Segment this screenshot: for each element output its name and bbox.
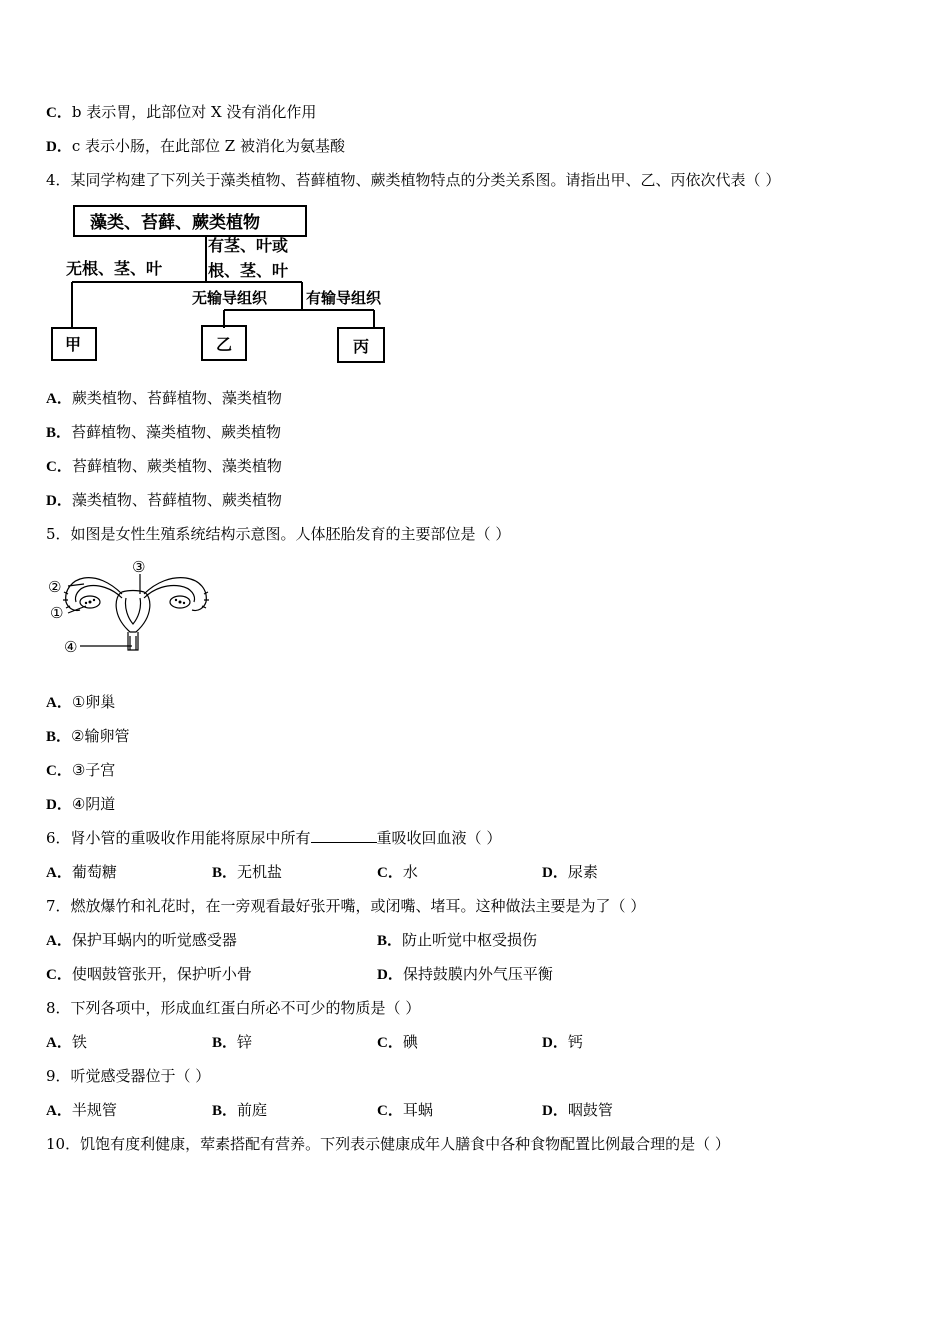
label-2: ② [48,578,62,596]
option-text: 碘 [402,1033,418,1051]
label-4: ④ [64,638,78,656]
option-text: c 表示小肠，在此部位 Z 被消化为氨基酸 [71,137,345,155]
q8-option-c [377,1032,418,1053]
q7-option-d [377,964,553,985]
q8-option-a [46,1032,87,1053]
q3-option-c [46,102,316,123]
option-text: 咽鼓管 [567,1101,613,1119]
q4-option-b [46,422,281,443]
q5-option-b [46,726,129,747]
q9-stem: 9．听觉感受器位于（ ） [46,1067,211,1085]
female-reproductive-diagram [44,556,220,660]
option-letter: B． [212,1103,238,1119]
q5-option-c [46,760,115,781]
diagram-top-label: 藻类、苔藓、蕨类植物 [90,213,260,233]
option-letter: D． [46,139,72,155]
q8-stem: 8．下列各项中，形成血红蛋白所必不可少的物质是（ ） [46,999,421,1017]
option-letter: A． [46,391,72,407]
option-text: 防止听觉中枢受损伤 [402,931,538,949]
q6-stem-part-b: 重吸收回血液（ ） [376,829,502,847]
option-letter: A． [46,1103,72,1119]
q6-option-b [212,862,282,883]
option-letter: B． [212,1035,238,1051]
diagram-mid-right-label: 有输导组织 [306,289,382,307]
diagram-right-label-2: 根、茎、叶 [208,261,289,280]
diagram-box-jia: 甲 [65,335,82,354]
option-text: 保护耳蜗内的听觉感受器 [71,931,237,949]
option-letter: C． [46,967,72,983]
q4-option-d [46,490,282,511]
option-letter: A． [46,933,72,949]
option-letter: D． [542,865,568,881]
option-letter: C． [46,763,72,779]
label-3: ③ [132,558,146,576]
diagram-box-yi: 乙 [216,335,233,354]
option-text: 无机盐 [237,863,283,881]
q4-option-a [46,388,282,409]
option-letter: C． [377,1103,403,1119]
option-letter: B． [212,865,238,881]
option-text: 铁 [71,1033,87,1051]
q4-option-c [46,456,282,477]
q6-option-a [46,862,117,883]
option-letter: C． [46,459,72,475]
option-text: ②输卵管 [71,727,130,745]
q8-option-d [542,1032,583,1053]
option-text: 蕨类植物、苔藓植物、藻类植物 [71,389,282,407]
q7-option-b [377,930,537,951]
q5-option-d [46,794,115,815]
option-letter: C． [377,865,403,881]
option-letter: B． [46,729,72,745]
option-letter: D． [46,797,72,813]
option-letter: B． [377,933,403,949]
option-letter: A． [46,1035,72,1051]
q6-stem [46,828,501,848]
option-letter: C． [46,105,72,121]
q5-option-a [46,692,115,713]
option-text: 苔藓植物、蕨类植物、藻类植物 [71,457,282,475]
fill-blank [311,828,377,843]
diagram-mid-left-label: 无输导组织 [192,289,268,307]
option-letter: D． [46,493,72,509]
q9-option-b [212,1100,267,1121]
option-text: ③子宫 [71,761,116,779]
q6-option-d [542,862,598,883]
classification-diagram [44,200,424,370]
q7-stem: 7．燃放爆竹和礼花时，在一旁观看最好张开嘴，或闭嘴、堵耳。这种做法主要是为了（ ） [46,897,646,915]
q6-stem-part-a: 6．肾小管的重吸收作用能将原尿中所有 [46,829,311,847]
q3-option-d [46,136,345,157]
label-1: ① [50,604,64,622]
q5-stem: 5．如图是女性生殖系统结构示意图。人体胚胎发育的主要部位是（ ） [46,525,511,543]
option-text: ④阴道 [71,795,116,813]
option-text: 尿素 [567,863,598,881]
q10-stem: 10．饥饱有度利健康，荤素搭配有营养。下列表示健康成年人膳食中各种食物配置比例最合理的是（ ） [46,1135,730,1153]
q9-option-a [46,1100,117,1121]
option-text: 锌 [237,1033,253,1051]
option-text: 苔藓植物、藻类植物、蕨类植物 [71,423,282,441]
diagram-right-label-1: 有茎、叶或 [208,236,289,255]
q4-stem: 4．某同学构建了下列关于藻类植物、苔藓植物、蕨类植物特点的分类关系图。请指出甲、乙、丙依次代表（ ） [46,171,781,189]
option-letter: A． [46,695,72,711]
option-text: 耳蜗 [402,1101,433,1119]
option-letter: D． [377,967,403,983]
option-text: b 表示胃，此部位对 X 没有消化作用 [71,103,317,121]
option-letter: C． [377,1035,403,1051]
option-text: 水 [402,863,418,881]
q9-option-c [377,1100,433,1121]
option-text: 前庭 [237,1101,268,1119]
diagram-box-bing: 丙 [353,337,370,356]
option-letter: A． [46,865,72,881]
option-text: ①卵巢 [71,693,116,711]
option-text: 半规管 [71,1101,117,1119]
option-text: 保持鼓膜内外气压平衡 [402,965,553,983]
option-text: 钙 [567,1033,583,1051]
option-letter: D． [542,1103,568,1119]
q8-option-b [212,1032,252,1053]
diagram-left-label: 无根、茎、叶 [66,259,163,278]
option-letter: B． [46,425,72,441]
option-letter: D． [542,1035,568,1051]
q9-option-d [542,1100,613,1121]
q7-option-a [46,930,237,951]
q7-option-c [46,964,252,985]
q6-option-c [377,862,418,883]
option-text: 葡萄糖 [71,863,117,881]
option-text: 藻类植物、苔藓植物、蕨类植物 [71,491,282,509]
option-text: 使咽鼓管张开，保护听小骨 [71,965,252,983]
